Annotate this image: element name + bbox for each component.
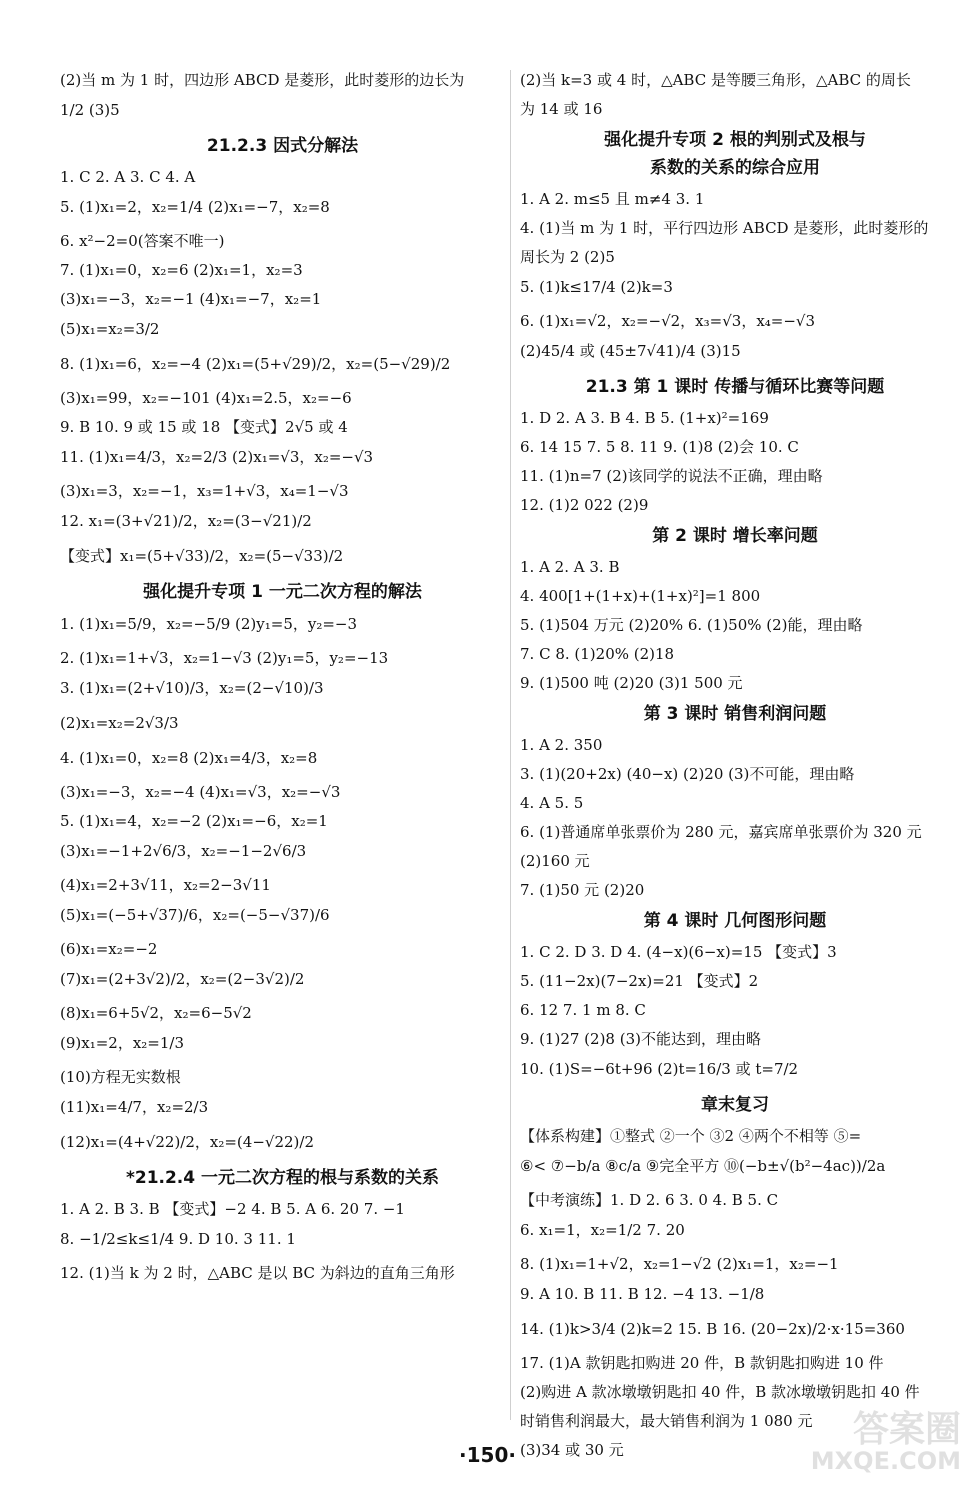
page-number: ·150·: [459, 1443, 516, 1467]
answer-line: 【变式】x₁=(5+√33)/2，x₂=(5−√33)/2: [60, 547, 344, 565]
answer-line: 5. (11−2x)(7−2x)=21 【变式】2: [520, 972, 759, 990]
answer-line: 7. (1)x₁=0，x₂=6 (2)x₁=1，x₂=3: [60, 261, 303, 279]
answer-line: 1. A 2. A 3. B: [520, 558, 620, 576]
answer-line: (8)x₁=6+5√2，x₂=6−5√2: [60, 1004, 252, 1022]
answer-line: (3)x₁=99，x₂=−101 (4)x₁=2.5，x₂=−6: [60, 389, 352, 407]
answer-line: 6. (1)普通席单张票价为 280 元，嘉宾席单张票价为 320 元: [520, 823, 922, 841]
answer-line: (4)x₁=2+3√11，x₂=2−3√11: [60, 876, 271, 894]
answer-line: 9. B 10. 9 或 15 或 18 【变式】2√5 或 4: [60, 418, 348, 436]
answer-line: 12. x₁=(3+√21)/2，x₂=(3−√21)/2: [60, 512, 312, 530]
answer-line: 5. (1)x₁=2，x₂=1/4 (2)x₁=−7，x₂=8: [60, 198, 330, 216]
left-column: [60, 70, 505, 1292]
answer-line: 8. (1)x₁=1+√2，x₂=1−√2 (2)x₁=1，x₂=−1: [520, 1255, 839, 1273]
answer-line: (3)x₁=−1+2√6/3，x₂=−1−2√6/3: [60, 842, 307, 860]
right-column: [520, 70, 950, 1469]
answer-line: 5. (1)504 万元 (2)20% 6. (1)50% (2)能，理由略: [520, 616, 863, 634]
answer-line: 10. (1)S=−6t+96 (2)t=16/3 或 t=7/2: [520, 1060, 799, 1078]
answer-line: (11)x₁=4/7，x₂=2/3: [60, 1098, 209, 1116]
answer-line: (2)购进 A 款冰墩墩钥匙扣 40 件，B 款冰墩墩钥匙扣 40 件: [520, 1383, 920, 1401]
answer-line: (2)160 元: [520, 852, 590, 870]
answer-line: 4. A 5. 5: [520, 794, 584, 812]
answer-line: 【中考演练】1. D 2. 6 3. 0 4. B 5. C: [520, 1191, 779, 1209]
watermark-logo: [781, 1401, 961, 1475]
answer-line: (6)x₁=x₂=−2: [60, 940, 158, 958]
answer-line: 6. (1)x₁=√2，x₂=−√2，x₃=√3，x₄=−√3: [520, 312, 816, 330]
answer-line: 6. 12 7. 1 m 8. C: [520, 1001, 646, 1019]
answer-line: (3)x₁=−3，x₂=−4 (4)x₁=√3，x₂=−√3: [60, 783, 341, 801]
answer-line: ⑥< ⑦−b/a ⑧c/a ⑨完全平方 ⑩(−b±√(b²−4ac))/2a: [520, 1157, 886, 1175]
answer-line: 3. (1)(20+2x) (40−x) (2)20 (3)不可能，理由略: [520, 765, 855, 783]
answer-line: 8. −1/2≤k≤1/4 9. D 10. 3 11. 1: [60, 1230, 296, 1248]
answer-line: (7)x₁=(2+3√2)/2，x₂=(2−3√2)/2: [60, 970, 305, 988]
answer-line: 12. (1)2 022 (2)9: [520, 496, 649, 514]
answer-line: 3. (1)x₁=(2+√10)/3，x₂=(2−√10)/3: [60, 679, 324, 697]
answer-line: 1. (1)x₁=5/9，x₂=−5/9 (2)y₁=5，y₂=−3: [60, 615, 358, 633]
answer-line: 时销售利润最大，最大销售利润为 1 080 元: [520, 1412, 813, 1430]
answer-line: (2)45/4 或 (45±7√41)/4 (3)15: [520, 342, 741, 360]
answer-line: 14. (1)k>3/4 (2)k=2 15. B 16. (20−2x)/2·x·15=360: [520, 1320, 905, 1338]
answer-line: (10)方程无实数根: [60, 1068, 181, 1086]
answer-line: 4. 400[1+(1+x)+(1+x)²]=1 800: [520, 587, 761, 605]
section-heading: 21.2.3 因式分解法: [206, 136, 359, 156]
answer-line: (12)x₁=(4+√22)/2，x₂=(4−√22)/2: [60, 1133, 314, 1151]
answer-line: 9. (1)500 吨 (2)20 (3)1 500 元: [520, 674, 743, 692]
answer-line: 1. C 2. D 3. D 4. (4−x)(6−x)=15 【变式】3: [520, 943, 837, 961]
section-heading: 强化提升专项 2 根的判别式及根与: [604, 130, 866, 150]
answer-line: (2)x₁=x₂=2√3/3: [60, 714, 179, 732]
answer-line: (5)x₁=(−5+√37)/6，x₂=(−5−√37)/6: [60, 906, 330, 924]
answer-line: (3)34 或 30 元: [520, 1441, 624, 1459]
answer-line: 7. C 8. (1)20% (2)18: [520, 645, 675, 663]
answer-line: (3)x₁=−3，x₂=−1 (4)x₁=−7，x₂=1: [60, 290, 322, 308]
answer-line: 9. (1)27 (2)8 (3)不能达到，理由略: [520, 1030, 761, 1048]
answer-line: 1. C 2. A 3. C 4. A: [60, 168, 196, 186]
answer-line: 2. (1)x₁=1+√3，x₂=1−√3 (2)y₁=5，y₂=−13: [60, 649, 389, 667]
answer-line: 1/2 (3)5: [60, 101, 120, 119]
answer-line: 8. (1)x₁=6，x₂=−4 (2)x₁=(5+√29)/2，x₂=(5−√29)/2: [60, 355, 451, 373]
section-heading: *21.2.4 一元二次方程的根与系数的关系: [125, 1168, 440, 1188]
answer-line: (9)x₁=2，x₂=1/3: [60, 1034, 185, 1052]
answer-line: (2)当 k=3 或 4 时，△ABC 是等腰三角形，△ABC 的周长: [520, 71, 911, 89]
answer-line: 5. (1)x₁=4，x₂=−2 (2)x₁=−6，x₂=1: [60, 812, 328, 830]
section-heading: 第 2 课时 增长率问题: [652, 526, 818, 546]
answer-line: 6. 14 15 7. 5 8. 11 9. (1)8 (2)会 10. C: [520, 438, 799, 456]
section-heading: 章末复习: [701, 1095, 769, 1115]
answer-line: 6. x²−2=0(答案不唯一): [60, 232, 225, 250]
answer-line: 7. (1)50 元 (2)20: [520, 881, 645, 899]
section-heading: 第 4 课时 几何图形问题: [643, 911, 827, 931]
answer-line: 【体系构建】①整式 ②一个 ③2 ④两个不相等 ⑤=: [520, 1127, 862, 1145]
answer-line: (2)当 m 为 1 时，四边形 ABCD 是菱形，此时菱形的边长为: [60, 71, 465, 89]
column-divider: [510, 70, 511, 1420]
answer-line: 4. (1)x₁=0，x₂=8 (2)x₁=4/3，x₂=8: [60, 749, 318, 767]
section-heading: 强化提升专项 1 一元二次方程的解法: [143, 582, 422, 602]
answer-line: 1. D 2. A 3. B 4. B 5. (1+x)²=169: [520, 409, 769, 427]
watermark-bottom-text: MXQE.COM: [810, 1447, 961, 1475]
watermark-top-text: 答案圈: [852, 1409, 961, 1450]
answer-line: 11. (1)x₁=4/3，x₂=2/3 (2)x₁=√3，x₂=−√3: [60, 448, 374, 466]
answer-line: 4. (1)当 m 为 1 时，平行四边形 ABCD 是菱形，此时菱形的: [520, 219, 929, 237]
answer-line: 5. (1)k≤17/4 (2)k=3: [520, 278, 673, 296]
section-heading: 第 3 课时 销售利润问题: [643, 704, 827, 724]
section-heading: 21.3 第 1 课时 传播与循环比赛等问题: [585, 377, 885, 397]
answer-line: 1. A 2. m≤5 且 m≠4 3. 1: [520, 190, 705, 208]
answer-line: 9. A 10. B 11. B 12. −4 13. −1/8: [520, 1285, 765, 1303]
answer-line: 1. A 2. B 3. B 【变式】−2 4. B 5. A 6. 20 7. −1: [60, 1200, 405, 1218]
answer-line: 12. (1)当 k 为 2 时，△ABC 是以 BC 为斜边的直角三角形: [60, 1264, 455, 1282]
answer-line: 1. A 2. 350: [520, 736, 603, 754]
section-heading: 系数的关系的综合应用: [650, 158, 820, 178]
answer-line: 11. (1)n=7 (2)该同学的说法不正确，理由略: [520, 467, 823, 485]
answer-line: (5)x₁=x₂=3/2: [60, 320, 160, 338]
answer-line: 为 14 或 16: [520, 100, 603, 118]
answer-line: 周长为 2 (2)5: [520, 248, 615, 266]
answer-line: 6. x₁=1，x₂=1/2 7. 20: [520, 1221, 685, 1239]
answer-line: (3)x₁=3，x₂=−1，x₃=1+√3，x₄=1−√3: [60, 482, 349, 500]
answer-line: 17. (1)A 款钥匙扣购进 20 件，B 款钥匙扣购进 10 件: [520, 1354, 884, 1372]
